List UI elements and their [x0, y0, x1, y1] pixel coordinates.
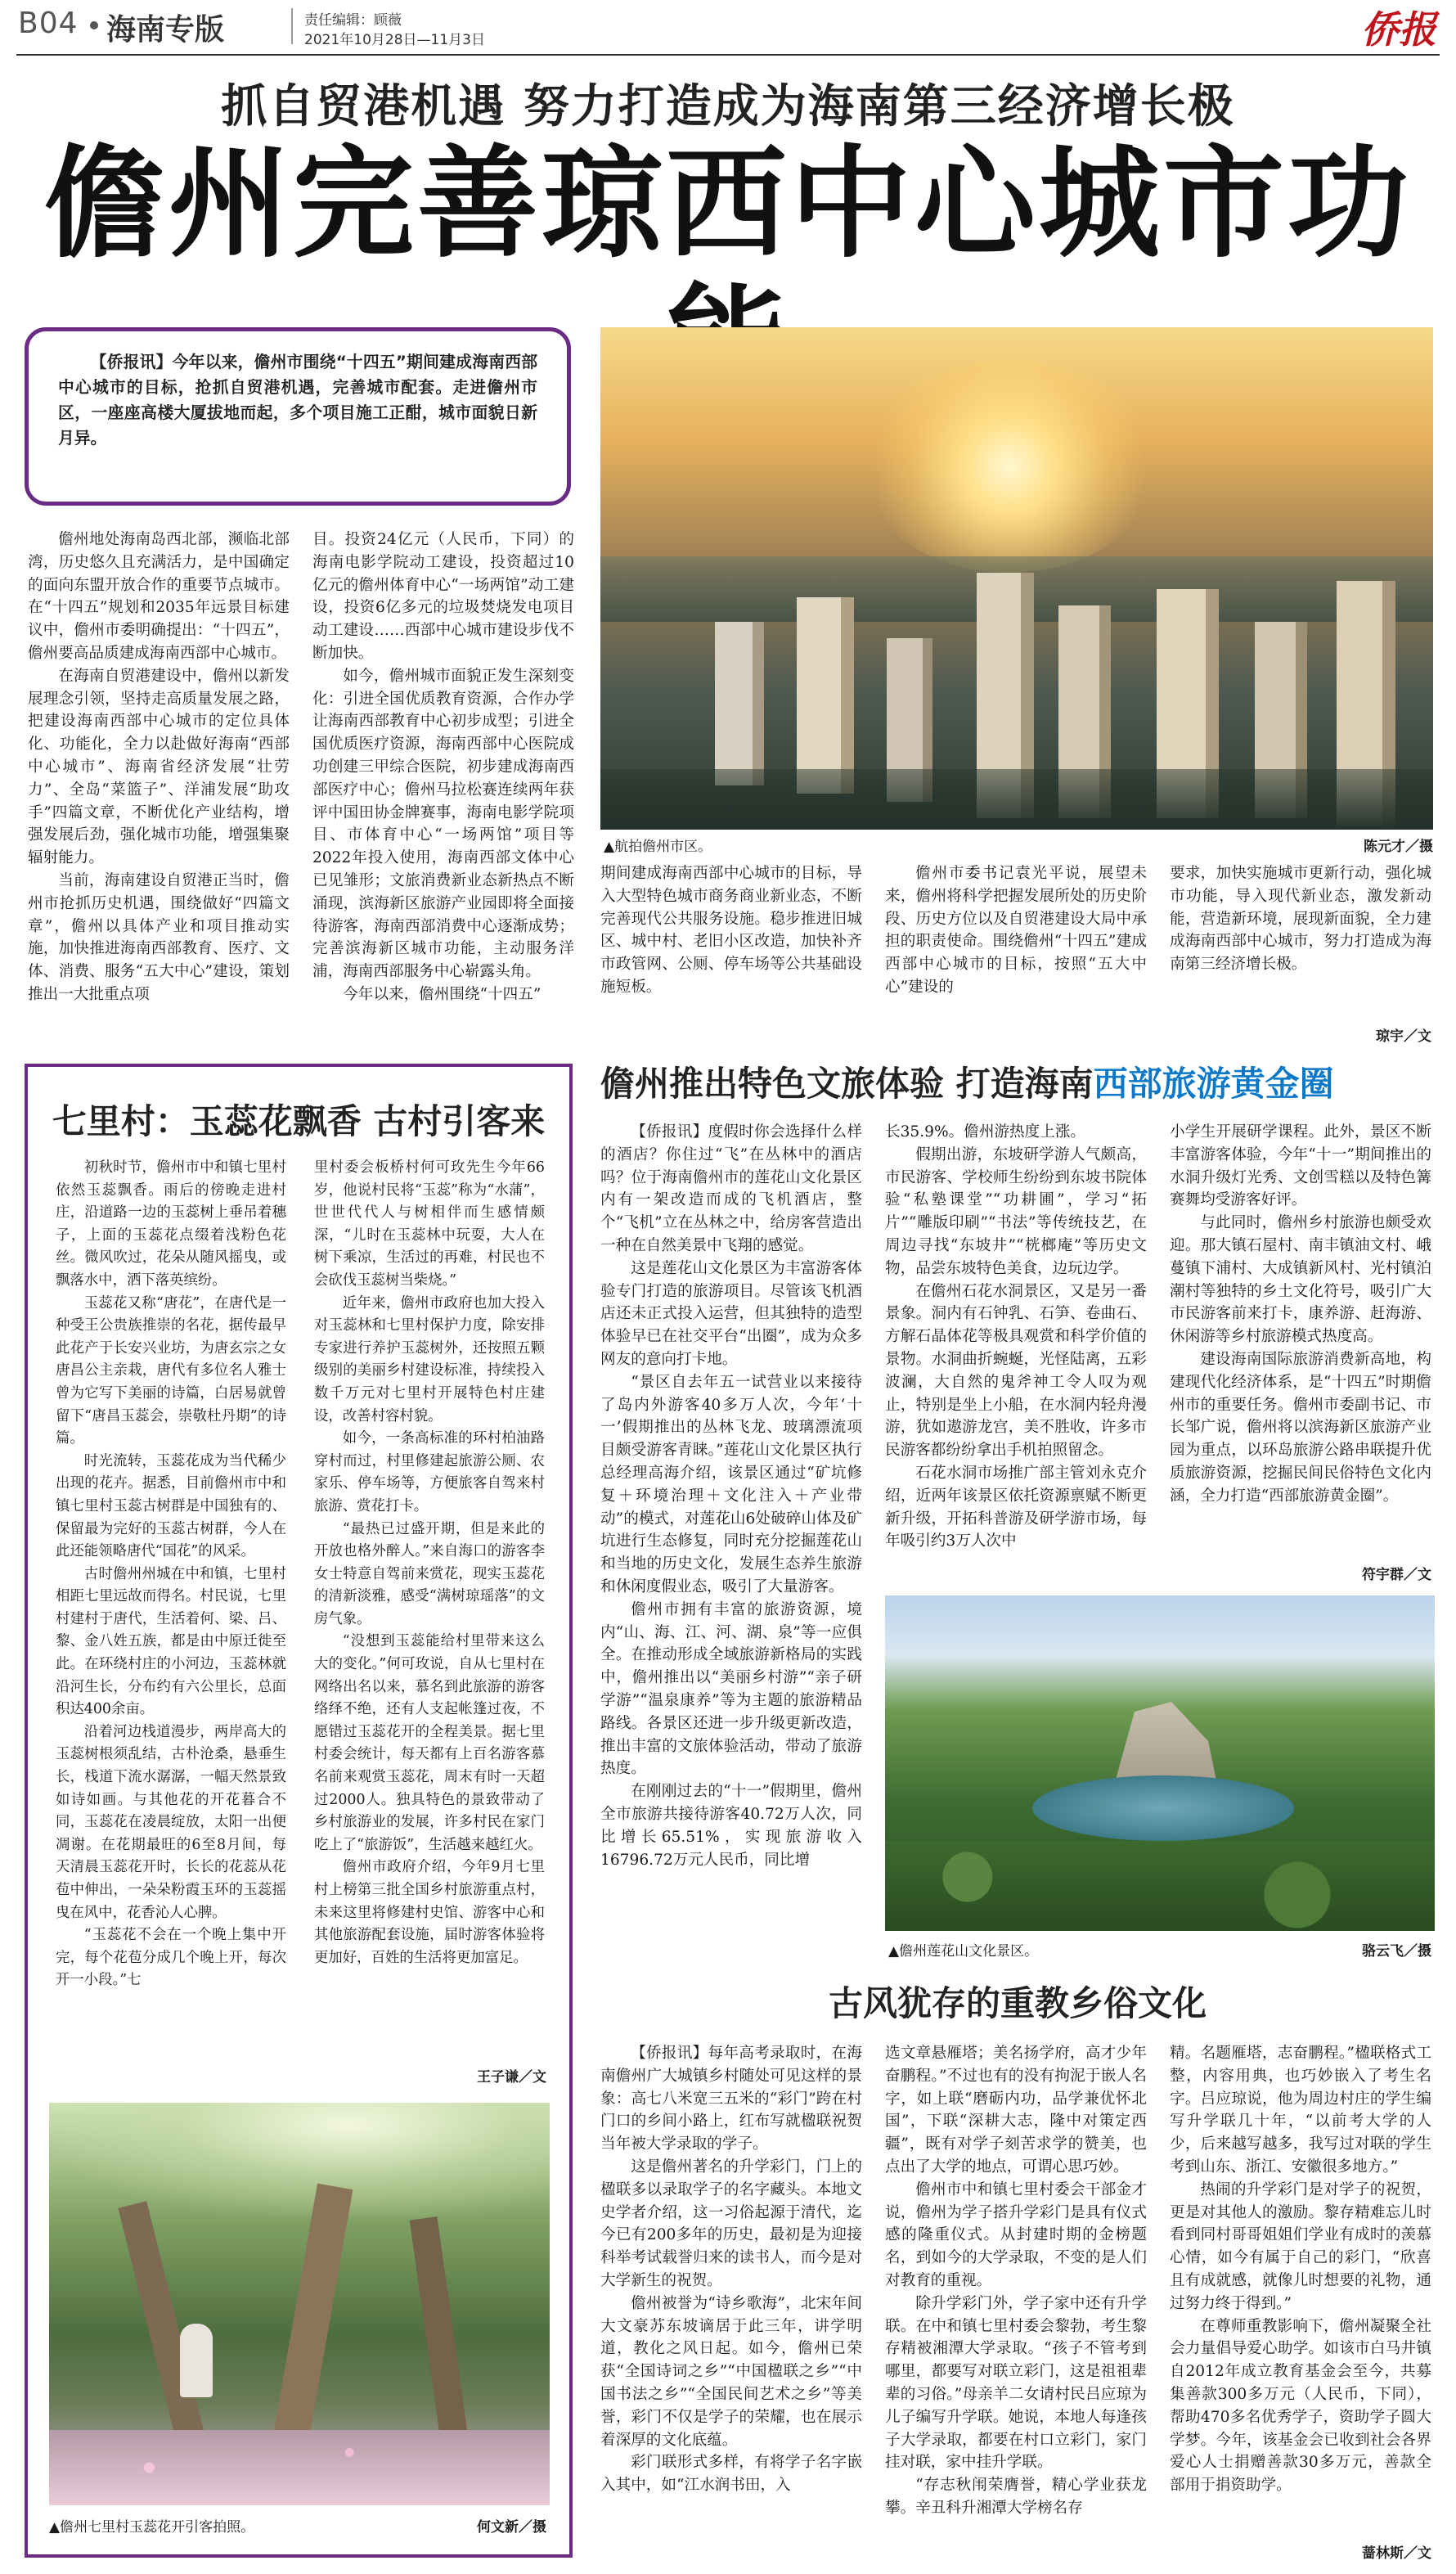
- paragraph: “没想到玉蕊能给村里带来这么大的变化。”何可玫说，自从七里村在网络出名以来，慕名到此旅游的游客络绎不绝，还有人支起帐篷过夜，不愿错过玉蕊花开的全程美景。据七里村委会统计，每天都有上百名游客慕名前来观赏玉蕊花，周末有时一天超过2000人。独具特色的景致带动了乡村旅游业的发展，许多村民在家门吃上了“旅游饭”，生活越来越红火。: [314, 1633, 545, 1853]
- paragraph: 沿着河边栈道漫步，两岸高大的玉蕊树根须乱结，古朴沧桑，悬垂生长，栈道下流水潺潺，一幅天然景致如诗如画。与其他花的开花暮合不同，玉蕊花在凌晨绽放，太阳一出便凋谢。在花期最旺的6至8月间，每天清晨玉蕊花开时，长长的花蕊从花苞中伸出，一朵朵粉霞玉环的玉蕊摇曳在风中，花香沁人心脾。: [56, 1723, 286, 1921]
- paragraph: 在儋州石花水洞景区，又是另一番景象。洞内有石钟乳、石笋、卷曲石、方解石晶体花等极具观赏和科学价值的景物。水洞曲折蜿蜒，光怪陆离，五彩波澜，大自然的鬼斧神工令人叹为观止，特别是坐上小船，在水洞内轻舟漫游，犹如遨游龙宫，美不胜收，许多市民游客都纷纷拿出手机拍照留念。: [885, 1282, 1147, 1460]
- qili-col-2: [314, 1157, 545, 1969]
- paragraph: “存志秋闱荣膺誉，精心学业获龙攀。辛丑科升湘潭大学榜名存: [885, 2477, 1147, 2517]
- paragraph: 如今，一条高标准的环村柏油路穿村而过，村里修建起旅游公厕、农家乐、停车场等，方便旅客自驾来村旅游、赏花打卡。: [314, 1430, 545, 1514]
- paragraph: 玉蕊花又称“唐花”，在唐代是一种受王公贵族推崇的名花，据传最早此花产于长安兴业坊，为唐玄宗之女唐昌公主亲栽，唐代有多位名人雅士曾为它写下美丽的诗篇，白居易就曾留下“唐昌玉蕊会，崇敬杜丹期”的诗篇。: [56, 1294, 286, 1447]
- sun-glow: [862, 360, 1157, 573]
- lead-text: 【侨报讯】今年以来，儋州市围绕“十四五”期间建成海南西部中心城市的目标，抢抓自贸港机遇，完善城市配套。走进儋州市区，一座座高楼大厦拔地而起，多个项目施工正酣，城市面貌日新月异。: [58, 353, 537, 448]
- qili-box: [25, 1064, 573, 2558]
- paragraph: 儋州地处海南岛西北部，濒临北部湾，历史悠久且充满活力，是中国确定的面向东盟开放合作的重要节点城市。在“十四五”规划和2035年远景目标建议中，儋州市委明确提出：“十四五”，儋州要高品质建成海南西部中心城市。: [28, 531, 290, 662]
- paragraph: 当前，海南建设自贸港正当时，儋州市抢抓历史机遇，围绕做好“四篇文章”，儋州以具体产业和项目推动实施，加快推进海南西部教育、医疗、文体、消费、服务“五大中心”建设，策划推出一大批重点项: [28, 871, 290, 1003]
- building: [797, 597, 854, 794]
- header-divider: [291, 8, 293, 44]
- paragraph: 小学生开展研学课程。此外，景区不断丰富游客体验，今年“十一”期间推出的水洞升级灯光秀、文创雪糕以及特色篝赛舞均受游客好评。: [1170, 1123, 1431, 1209]
- flower-photo: [49, 2103, 550, 2505]
- paragraph: “最热已过盛开期，但是来此的开放也格外醉人。”来自海口的游客李女士特意自驾前来赏花，现实玉蕊花的清新淡雅，感受“满树琼瑶落”的文房气象。: [314, 1520, 545, 1627]
- paragraph: 儋州市拥有丰富的旅游资源，境内“山、海、江、河、湖、泉”等一应俱全。在推动形成全域旅游新格局的实践中，儋州推出以“美丽乡村游”“亲子研学游”“温泉康养”等为主题的旅游精品路线。各景区还进一步升级更新改造，推出丰富的文旅体验活动，带动了旅游热度。: [600, 1600, 862, 1778]
- page-code: B04: [18, 7, 79, 40]
- paragraph: 彩门联形式多样，有将学子名字嵌入其中，如“江水润书田，入: [600, 2454, 862, 2495]
- paragraph: 儋州市中和镇七里村委会干部金才说，儋州为学子搭升学彩门是具有仪式感的隆重仪式。从封建时期的金榜题名，到如今的大学录取，不变的是人们对教育的重视。: [885, 2180, 1147, 2289]
- paragraph: 精。名题雁塔，志奋鹏程。”楹联格式工整，内容用典，也巧妙嵌入了考生名字。吕应琼说，他为周边村庄的学生编写升学联几十年，“以前考大学的人少，后来越写越多，我写过对联的学生考到山东、浙江、安徽很多地方。”: [1170, 2045, 1431, 2176]
- date-line: 2021年10月28日—11月3日: [304, 32, 485, 48]
- section-name: 海南专版: [106, 13, 225, 47]
- editor-line: 责任编辑：顾薇: [304, 12, 402, 29]
- dot-icon: [90, 21, 98, 29]
- main-col-3: [600, 862, 862, 999]
- paragraph: 在刚刚过去的“十一”假期里，儋州全市旅游共接待游客40.72万人次，同比增长65.51%，实现旅游收入16796.72万元人民币，同比增: [600, 1783, 862, 1869]
- flower-photo-credit: 何文新／摄: [477, 2519, 546, 2536]
- qili-col-1: [56, 1157, 286, 1992]
- lake: [1032, 1775, 1294, 1841]
- page-header: [0, 0, 1456, 52]
- tour-byline: 符宇群／文: [1362, 1567, 1431, 1583]
- subheadline: 抓自贸港机遇 努力打造成为海南第三经济增长极: [221, 79, 1235, 133]
- paragraph: 【侨报讯】度假时你会选择什么样的酒店？你住过“飞”在丛林中的酒店吗？位于海南儋州市的莲花山文化景区内有一架改造而成的飞机酒店，整个“飞机”立在丛林之中，给房客营造出一种在自然美景中飞翔的感觉。: [600, 1123, 862, 1254]
- paragraph: 期间建成海南西部中心城市的目标，导入大型特色城市商务商业新业态，不断完善现代公共服务设施。稳步推进旧城区、城中村、老旧小区改造，加快补齐市政管网、公厕、停车场等公共基础设施短板。: [600, 865, 862, 996]
- paragraph: 这是莲花山文化景区为丰富游客体验专门打造的旅游项目。尽管该飞机酒店还未正式投入运营，但其独特的造型体验早已在社交平台“出圈”，成为众多网友的意向打卡地。: [600, 1259, 862, 1368]
- tour-col-2: [885, 1121, 1147, 1553]
- paragraph: 这是儋州著名的升学彩门，门上的楹联多以录取学子的名字藏头。本地文史学者介绍，这一习俗起源于清代，迄今已有200多年的历史，最初是为迎接科举考试载誉归来的读书人，而今是对大学新生的祝贺。: [600, 2158, 862, 2289]
- tour-col-3: [1170, 1121, 1431, 1508]
- city-photo: [600, 327, 1433, 830]
- lead-box: [25, 327, 571, 506]
- paragraph: “景区自去年五一试营业以来接待了岛内外游客40多万人次，今年‘十一’假期推出的丛林飞龙、玻璃漂流项目颇受游客青睐。”莲花山文化景区执行总经理高海介绍，该景区通过“矿坑修复＋环境治理＋文化注入＋产业带动”的模式，对莲花山6处破碎山体及矿坑进行生态修复，同时充分挖掘莲花山和当地的历史文化，发展生态养生旅游和休闲度假业态，吸引了大量游客。: [600, 1373, 862, 1595]
- paragraph: 里村委会板桥村何可玫先生今年66岁，他说村民将“玉蕊”称为“水蒲”，世世代代人与树相伴而生感情颇深，“儿时在玉蕊林中玩耍，大人在树下乘凉，生活过的再难，村民也不会砍伐玉蕊树当柴烧。”: [314, 1159, 545, 1289]
- flower-photo-caption: ▲儋州七里村玉蕊花开引客拍照。: [49, 2519, 255, 2536]
- edu-col-3: [1170, 2042, 1431, 2497]
- lotus-photo-credit: 骆云飞／摄: [1362, 1943, 1431, 1960]
- paragraph: 儋州市委书记袁光平说，展望未来，儋州将科学把握发展所处的历史阶段、历史方位以及自贸港建设大局中承担的职责使命。围绕儋州“十四五”建成西部中心城市的目标，按照“五大中心”建设的: [885, 865, 1147, 996]
- paragraph: 今年以来，儋州围绕“十四五”: [343, 985, 542, 1003]
- logo: 侨报: [1361, 7, 1436, 52]
- lotus-mountain-photo: [885, 1595, 1435, 1931]
- paragraph: 近年来，儋州市政府也加大投入对玉蕊林和七里村保护力度，除安排专家进行养护玉蕊树外，还按照五颗级别的美丽乡村建设标准，持续投入数千万元对七里村开展特色村庄建设，改善村容村貌。: [314, 1294, 545, 1424]
- building: [715, 622, 764, 785]
- paragraph: 在海南自贸港建设中，儋州以新发展理念引领，坚持走高质量发展之路，把建设海南西部中心城市的定位具体化、功能化，全力以赴做好海南“西部中心城市”、海南省经济发展“壮劳力”、全岛“菜篮子”、洋浦发展“助攻手”四篇文章，不断优化产业结构，增强发展后劲，强化城市功能，增强集聚辐射能力。: [28, 667, 290, 867]
- main-col-1: [28, 529, 290, 1006]
- main-col-2: [312, 529, 574, 1006]
- paragraph: 选文章悬雁塔；美名扬学府，高才少年奋鹏程。”不过也有的没有拘泥于嵌人名字，如上联“磨砺内功，品学兼优怀北国”，下联“深耕大志，隆中对策定西疆”，既有对学子刻苦求学的赞美，也点出了大学的地点，可谓心思巧妙。: [885, 2045, 1147, 2176]
- paragraph: 【侨报讯】每年高考录取时，在海南儋州广大城镇乡村随处可见这样的景象：高七八米宽三五米的“彩门”跨在村门口的乡间小路上，红布写就楹联祝贺当年被大学录取的学子。: [600, 2045, 862, 2153]
- qili-byline: 王子谦／文: [477, 2069, 546, 2086]
- paragraph: 长35.9%。儋州游热度上涨。: [885, 1123, 1086, 1141]
- main-byline: 琼宇／文: [1376, 1028, 1431, 1045]
- main-col-4: [885, 862, 1147, 999]
- photo-credit: 陈元才／摄: [1364, 839, 1433, 855]
- paragraph: 与此同时，儋州乡村旅游也颇受欢迎。那大镇石屋村、南丰镇油文村、峨蔓镇下浦村、大成镇新风村、光村镇泊潮村等独特的乡土文化符号，吸引广大市民游客前来打卡，康养游、赶海游、休闲游等乡村旅游模式热度高。: [1170, 1214, 1431, 1346]
- tree-trunk: [272, 2184, 353, 2448]
- paragraph: “玉蕊花不会在一个晚上集中开完，每个花苞分成几个晚上开，每次开一小段。”七: [56, 1927, 286, 1989]
- paragraph: 除升学彩门外，学子家中还有升学联。在中和镇七里村委会黎勃，考生黎存精被湘潭大学录取。“孩子不管考到哪里，都要写对联立彩门，这是祖祖辈辈的习俗。”母亲羊二女请村民吕应琼为儿子编写升学联。她说，本地人每逢孩子大学录取，都要在村口立彩门，家门挂对联，家中挂升学联。: [885, 2294, 1147, 2472]
- headline: 儋州完善琼西中心城市功: [44, 133, 1412, 274]
- paragraph: 热闹的升学彩门是对学子的祝贺，更是对其他人的激励。黎存精难忘儿时看到同村哥哥姐姐们学业有成时的羡慕心情，如今有属于自己的彩门，“欣喜且有成就感，就像儿时想要的礼物，通过努力终于得到。”: [1170, 2180, 1431, 2312]
- edu-byline: 蔷林斯／文: [1362, 2545, 1431, 2562]
- paragraph: 儋州市政府介绍，今年9月七里村上榜第三批全国乡村旅游重点村，未来这里将修建村史馆、游客中心和其他旅游配套设施，届时游客体验将更加好，百姓的生活将更加富足。: [314, 1859, 545, 1966]
- tour-col-1: [600, 1121, 862, 1871]
- paragraph: 石花水洞市场推广部主管刘永克介绍，近两年该景区依托资源禀赋不断更新升级，开拓科普游及研学游市场，每年吸引约3万人次中: [885, 1464, 1147, 1550]
- edu-title: 古风犹存的重教乡俗文化: [828, 1983, 1207, 2023]
- paragraph: 古时儋州州城在中和镇，七里村相距七里远故而得名。村民说，七里村建村于唐代，生活着何、梁、吕、黎、金八姓五族，都是由中原迁徙至此。在环绕村庄的小河边，玉蕊林就沿河生长，分布约有六公里长，总面积达400余亩。: [56, 1565, 286, 1718]
- paragraph: 如今，儋州城市面貌正发生深刻变化：引进全国优质教育资源，合作办学让海南西部教育中心初步成型；引进全国优质医疗资源，海南西部中心医院成功创建三甲综合医院，初步建成海南西部医疗中心；儋州马拉松赛连续两年获评中国田协金牌赛事，海南电影学院项目、市体育中心“一场两馆”项目等2022年投入使用，海南西部文体中心已见雏形；文旅消费新业态新热点不断涌现，滨海新区旅游产业园即将全面接待游客，海南西部消费中心逐渐成势；完善滨海新区城市功能，主动服务洋浦，海南西部服务中心崭露头角。: [312, 667, 574, 981]
- paragraph: 目。投资24亿元（人民币，下同）的海南电影学院动工建设，投资超过10亿元的儋州体育中心“一场两馆”动工建设，投资6亿多元的垃圾焚烧发电项目动工建设……西部中心城市建设步伐不断加快。: [312, 531, 574, 662]
- photo-caption: ▲航拍儋州市区。: [604, 839, 712, 855]
- tour-title-main: 儋州推出特色文旅体验 打造海南: [600, 1064, 1094, 1104]
- qili-title: 七里村：玉蕊花飘香 古村引客来: [52, 1101, 546, 1141]
- tour-title: [600, 1057, 1435, 1106]
- paragraph: 建设海南国际旅游消费新高地，构建现代化经济体系，是“十四五”时期儋州市的重要任务。儋州市委副书记、市长邹广说，儋州将以滨海新区旅游产业园为重点，以环岛旅游公路串联提升优质旅游资源，挖掘民间民俗特色文化内涵，全力打造“西部旅游黄金圈”。: [1170, 1350, 1431, 1505]
- paragraph: 在尊师重教影响下，儋州凝聚全社会力量倡导爱心助学。如该市白马井镇自2012年成立教育基金会至今，共募集善款300多万元（人民币，下同），帮助470多名优秀学子，资助学子圆大学梦。今年，该基金会已收到社会各界爱心人士捐赠善款30多万元，善款全部用于捐资助学。: [1170, 2317, 1431, 2495]
- paragraph: 初秋时节，儋州市中和镇七里村依然玉蕊飘香。雨后的傍晚走进村庄，沿道路一边的玉蕊树上垂吊着穗子，上面的玉蕊花点缀着浅粉色花丝。微风吹过，花朵从随风摇曳，或飘落水中，洒下落英缤纷。: [56, 1159, 286, 1289]
- header-rule: [16, 54, 1440, 56]
- main-col-5: [1170, 862, 1431, 976]
- paragraph: 假期出游，东坡研学游人气颇高，市民游客、学校师生纷纷到东坡书院体验“私塾课堂”“功耕圃”，学习“拓片”“雕版印刷”“书法”等传统技艺，在周边寻找“东坡井”“桄榔庵”等历史文物，品尝东坡特色美食，边玩边学。: [885, 1145, 1147, 1277]
- lotus-photo-caption: ▲儋州莲花山文化景区。: [888, 1943, 1039, 1960]
- edu-col-2: [885, 2042, 1147, 2520]
- tree-trunk: [410, 2216, 470, 2447]
- tour-title-highlight: 西部旅游黄金圈: [1093, 1064, 1334, 1104]
- person: [180, 2324, 213, 2397]
- paragraph: 儋州被誉为“诗乡歌海”，北宋年间大文豪苏东坡谪居于此三年，讲学明道，教化之风日起。如今，儋州已荣获“全国诗词之乡”“中国楹联之乡”“中国书法之乡”“全国民间艺术之乡”等美誉，彩门不仅是学子的荣耀，也在展示着深厚的文化底蕴。: [600, 2294, 862, 2449]
- edu-col-1: [600, 2042, 862, 2497]
- paragraph: 要求，加快实施城市更新行动，强化城市功能，导入现代新业态，激发新动能，营造新环境，展现新面貌，全力建成海南西部中心城市，努力打造成为海南第三经济增长极。: [1170, 865, 1431, 974]
- paragraph: 时光流转，玉蕊花成为当代稀少出现的花卉。据悉，目前儋州市中和镇七里村玉蕊古树群是中国独有的、保留最为完好的玉蕊古树群，今人在此还能领略唐代“国花”的风采。: [56, 1452, 286, 1560]
